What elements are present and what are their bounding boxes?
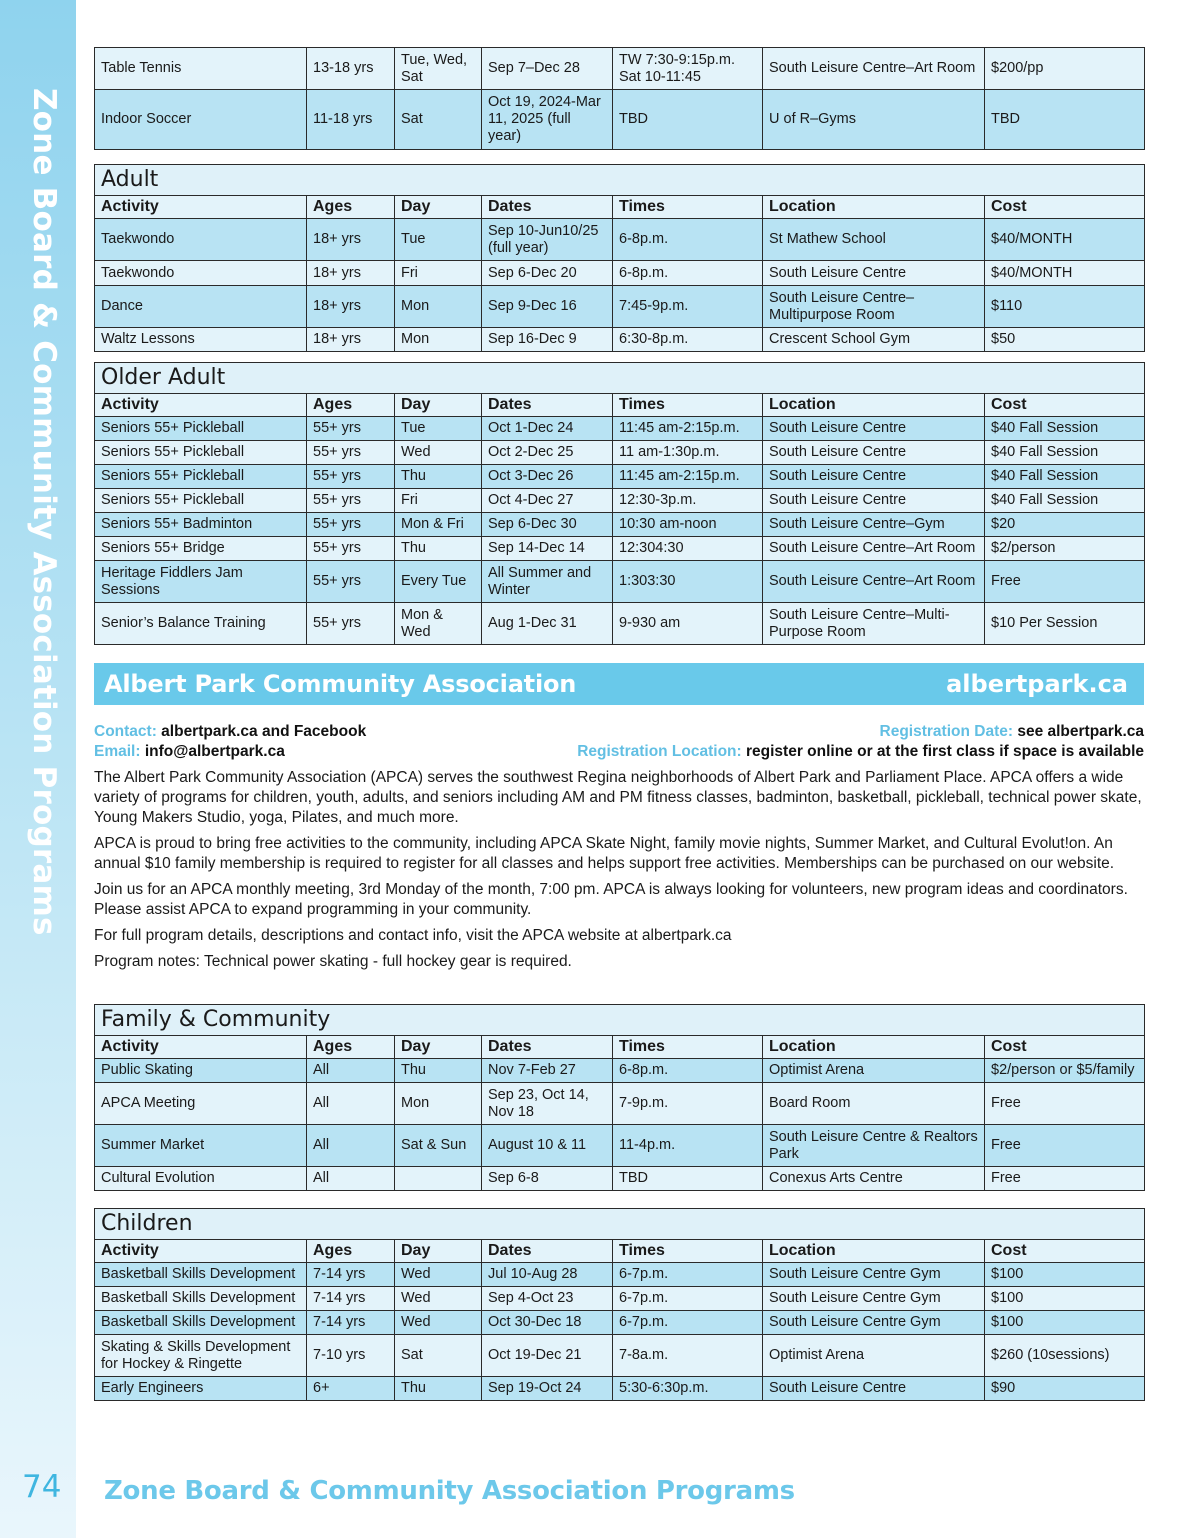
cell-location: South Leisure Centre & Realtors Park (763, 1125, 985, 1167)
cell-day (395, 1167, 482, 1191)
cell-dates: Oct 3-Dec 26 (482, 465, 613, 489)
page-number: 74 (22, 1469, 62, 1505)
cell-times: 6-8p.m. (613, 219, 763, 261)
cell-ages: 18+ yrs (307, 261, 395, 286)
column-header: Day (395, 1036, 482, 1059)
cell-times: 6:30-8p.m. (613, 328, 763, 352)
cell-activity: Seniors 55+ Pickleball (95, 465, 307, 489)
cell-cost: $260 (10sessions) (985, 1335, 1145, 1377)
cell-location: South Leisure Centre (763, 489, 985, 513)
section-title: Family & Community (95, 1005, 1145, 1036)
cell-location: South Leisure Centre (763, 1377, 985, 1401)
table-row (95, 537, 1145, 561)
side-title: Zone Board & Community Association Programs (26, 88, 62, 936)
cell-times: 11:45 am-2:15p.m. (613, 465, 763, 489)
cell-cost: $200/pp (985, 48, 1145, 90)
cell-dates: Aug 1-Dec 31 (482, 603, 613, 645)
cell-ages: 6+ (307, 1377, 395, 1401)
cell-dates: Sep 16-Dec 9 (482, 328, 613, 352)
cell-ages: 55+ yrs (307, 513, 395, 537)
registration-location-label: Registration Location: (577, 743, 742, 760)
section-title: Older Adult (95, 363, 1145, 394)
cell-times: 6-8p.m. (613, 1059, 763, 1083)
cell-location: South Leisure Centre–Gym (763, 513, 985, 537)
cell-location: Optimist Arena (763, 1059, 985, 1083)
registration-location-value: register online or at the first class if space is available (746, 743, 1144, 760)
cell-cost: $2/person (985, 537, 1145, 561)
cell-dates: Sep 6-8 (482, 1167, 613, 1191)
contact-value: albertpark.ca and Facebook (161, 723, 367, 740)
cell-ages: 13-18 yrs (307, 48, 395, 90)
description-paragraph: APCA is proud to bring free activities to the community, including APCA Skate Night, family movie nights, Summer Market, and Cultural Evolut!on. An annual $10 family membership is required to register for all classes and helps support free activities. Memberships can be purchased on our website. (94, 835, 1115, 872)
cell-activity: Basketball Skills Development (95, 1263, 307, 1287)
cell-cost: $40 Fall Session (985, 441, 1145, 465)
cell-cost: $40 Fall Session (985, 465, 1145, 489)
cell-cost: $100 (985, 1287, 1145, 1311)
cell-times: 10:30 am-noon (613, 513, 763, 537)
cell-location: South Leisure Centre–Art Room (763, 561, 985, 603)
cell-ages: 7-14 yrs (307, 1287, 395, 1311)
cell-ages: 7-14 yrs (307, 1263, 395, 1287)
cell-activity: Summer Market (95, 1125, 307, 1167)
column-header: Cost (985, 196, 1145, 219)
association-description (94, 768, 1144, 978)
description-paragraph: The Albert Park Community Association (APCA) serves the southwest Regina neighborhoods of Albert Park and Parliament Place. APCA offers a wide variety of programs for children, youth, adults, and seniors including AM and PM fitness classes, badminton, basketball, pickleball, technical power skate, Young Makers Studio, yoga, Pilates, and much more. (94, 769, 1142, 826)
cell-dates: Nov 7-Feb 27 (482, 1059, 613, 1083)
column-header: Ages (307, 1036, 395, 1059)
table-row (95, 417, 1145, 441)
column-header: Day (395, 1240, 482, 1263)
cell-location: Board Room (763, 1083, 985, 1125)
cell-ages: 55+ yrs (307, 441, 395, 465)
table-header-row (95, 196, 1145, 219)
cell-location: South Leisure Centre–Multipurpose Room (763, 286, 985, 328)
column-header: Activity (95, 394, 307, 417)
cell-cost: TBD (985, 90, 1145, 150)
cell-cost: $2/person or $5/family (985, 1059, 1145, 1083)
cell-times: 6-7p.m. (613, 1311, 763, 1335)
table-header-row (95, 1036, 1145, 1059)
cell-dates: Oct 1-Dec 24 (482, 417, 613, 441)
column-header: Day (395, 196, 482, 219)
column-header: Location (763, 1240, 985, 1263)
cell-times: 6-7p.m. (613, 1287, 763, 1311)
column-header: Location (763, 394, 985, 417)
description-paragraph: Join us for an APCA monthly meeting, 3rd Monday of the month, 7:00 pm. APCA is always looking for volunteers, new program ideas and coordinators. Please assist APCA to expand programming in your community. (94, 881, 1128, 918)
cell-day: Sat & Sun (395, 1125, 482, 1167)
youth-table (94, 47, 1145, 150)
cell-ages: 11-18 yrs (307, 90, 395, 150)
cell-activity: Seniors 55+ Bridge (95, 537, 307, 561)
cell-activity: APCA Meeting (95, 1083, 307, 1125)
column-header: Location (763, 196, 985, 219)
cell-cost: $100 (985, 1311, 1145, 1335)
cell-cost: Free (985, 1167, 1145, 1191)
cell-location: South Leisure Centre Gym (763, 1263, 985, 1287)
column-header: Day (395, 394, 482, 417)
table-row (95, 1059, 1145, 1083)
cell-dates: Sep 4-Oct 23 (482, 1287, 613, 1311)
cell-dates: Sep 23, Oct 14, Nov 18 (482, 1083, 613, 1125)
section-title-row (95, 165, 1145, 196)
cell-cost: $40/MONTH (985, 261, 1145, 286)
cell-day: Mon & Fri (395, 513, 482, 537)
cell-times: 12:304:30 (613, 537, 763, 561)
cell-day: Mon (395, 1083, 482, 1125)
cell-times: 11 am-1:30p.m. (613, 441, 763, 465)
cell-activity: Basketball Skills Development (95, 1311, 307, 1335)
table-row (95, 1335, 1145, 1377)
children-table (94, 1208, 1145, 1401)
cell-activity: Waltz Lessons (95, 328, 307, 352)
cell-day: Thu (395, 465, 482, 489)
cell-ages: 55+ yrs (307, 465, 395, 489)
cell-cost: $40 Fall Session (985, 417, 1145, 441)
table-row (95, 1125, 1145, 1167)
cell-activity: Seniors 55+ Pickleball (95, 489, 307, 513)
contact-info (94, 722, 366, 742)
table-row (95, 48, 1145, 90)
cell-ages: 55+ yrs (307, 537, 395, 561)
cell-day: Mon (395, 328, 482, 352)
cell-cost: $110 (985, 286, 1145, 328)
cell-times: 11-4p.m. (613, 1125, 763, 1167)
cell-day: Tue (395, 417, 482, 441)
table-row (95, 441, 1145, 465)
association-website-link[interactable]: albertpark.ca (946, 670, 1128, 698)
column-header: Dates (482, 196, 613, 219)
cell-day: Every Tue (395, 561, 482, 603)
column-header: Dates (482, 394, 613, 417)
cell-cost: Free (985, 1083, 1145, 1125)
cell-times: 12:30-3p.m. (613, 489, 763, 513)
cell-ages: 55+ yrs (307, 489, 395, 513)
cell-activity: Public Skating (95, 1059, 307, 1083)
cell-location: U of R–Gyms (763, 90, 985, 150)
column-header: Activity (95, 1036, 307, 1059)
cell-cost: $90 (985, 1377, 1145, 1401)
column-header: Activity (95, 196, 307, 219)
cell-dates: Oct 4-Dec 27 (482, 489, 613, 513)
cell-times: 9-930 am (613, 603, 763, 645)
cell-dates: Oct 30-Dec 18 (482, 1311, 613, 1335)
cell-ages: All (307, 1083, 395, 1125)
column-header: Cost (985, 394, 1145, 417)
column-header: Times (613, 196, 763, 219)
table-header-row (95, 1240, 1145, 1263)
table-row (95, 489, 1145, 513)
section-title-row (95, 1209, 1145, 1240)
cell-cost: $100 (985, 1263, 1145, 1287)
cell-location: South Leisure Centre Gym (763, 1311, 985, 1335)
cell-times: 7-9p.m. (613, 1083, 763, 1125)
section-title: Children (95, 1209, 1145, 1240)
column-header: Cost (985, 1240, 1145, 1263)
cell-ages: 18+ yrs (307, 328, 395, 352)
cell-dates: Jul 10-Aug 28 (482, 1263, 613, 1287)
adult-table (94, 164, 1145, 352)
cell-times: 7:45-9p.m. (613, 286, 763, 328)
cell-times: 5:30-6:30p.m. (613, 1377, 763, 1401)
cell-cost: $10 Per Session (985, 603, 1145, 645)
cell-cost: $50 (985, 328, 1145, 352)
column-header: Ages (307, 196, 395, 219)
cell-times: 6-7p.m. (613, 1263, 763, 1287)
email-label: Email: (94, 743, 141, 760)
older-adult-table (94, 362, 1145, 645)
cell-dates: Oct 19, 2024-Mar 11, 2025 (full year) (482, 90, 613, 150)
registration-date-label: Registration Date: (879, 723, 1014, 740)
cell-activity: Table Tennis (95, 48, 307, 90)
cell-day: Tue (395, 219, 482, 261)
cell-location: South Leisure Centre (763, 417, 985, 441)
description-paragraph: For full program details, descriptions and contact info, visit the APCA website at albertpark.ca (94, 927, 732, 944)
cell-day: Mon & Wed (395, 603, 482, 645)
cell-day: Tue, Wed, Sat (395, 48, 482, 90)
cell-activity: Early Engineers (95, 1377, 307, 1401)
column-header: Ages (307, 394, 395, 417)
table-row (95, 465, 1145, 489)
column-header: Dates (482, 1240, 613, 1263)
cell-cost: Free (985, 1125, 1145, 1167)
table-row (95, 261, 1145, 286)
registration-date-info (880, 722, 1144, 742)
cell-ages: 55+ yrs (307, 603, 395, 645)
cell-dates: Oct 19-Dec 21 (482, 1335, 613, 1377)
table-row (95, 603, 1145, 645)
table-row (95, 1377, 1145, 1401)
cell-day: Wed (395, 1311, 482, 1335)
cell-ages: All (307, 1125, 395, 1167)
cell-times: TW 7:30-9:15p.m. Sat 10-11:45 (613, 48, 763, 90)
table-row (95, 561, 1145, 603)
cell-day: Fri (395, 261, 482, 286)
table-row (95, 286, 1145, 328)
table-row (95, 1287, 1145, 1311)
cell-location: South Leisure Centre (763, 441, 985, 465)
cell-activity: Skating & Skills Development for Hockey & Ringette (95, 1335, 307, 1377)
cell-times: 7-8a.m. (613, 1335, 763, 1377)
association-name: Albert Park Community Association (104, 670, 577, 698)
cell-dates: Sep 6-Dec 20 (482, 261, 613, 286)
cell-activity: Heritage Fiddlers Jam Sessions (95, 561, 307, 603)
cell-location: Optimist Arena (763, 1335, 985, 1377)
cell-ages: All (307, 1167, 395, 1191)
cell-day: Fri (395, 489, 482, 513)
cell-activity: Taekwondo (95, 219, 307, 261)
table-row (95, 219, 1145, 261)
cell-location: St Mathew School (763, 219, 985, 261)
column-header: Activity (95, 1240, 307, 1263)
cell-times: 11:45 am-2:15p.m. (613, 417, 763, 441)
cell-location: South Leisure Centre (763, 465, 985, 489)
cell-location: South Leisure Centre–Art Room (763, 48, 985, 90)
cell-dates: Oct 2-Dec 25 (482, 441, 613, 465)
cell-location: Conexus Arts Centre (763, 1167, 985, 1191)
table-row (95, 513, 1145, 537)
cell-ages: All (307, 1059, 395, 1083)
column-header: Dates (482, 1036, 613, 1059)
cell-day: Sat (395, 1335, 482, 1377)
registration-date-value: see albertpark.ca (1017, 723, 1144, 740)
cell-location: Crescent School Gym (763, 328, 985, 352)
cell-ages: 7-10 yrs (307, 1335, 395, 1377)
column-header: Location (763, 1036, 985, 1059)
footer-title: Zone Board & Community Association Programs (104, 1476, 795, 1506)
cell-day: Mon (395, 286, 482, 328)
cell-dates: Sep 7–Dec 28 (482, 48, 613, 90)
cell-dates: Sep 9-Dec 16 (482, 286, 613, 328)
cell-ages: 18+ yrs (307, 286, 395, 328)
cell-location: South Leisure Centre–Art Room (763, 537, 985, 561)
table-row (95, 1311, 1145, 1335)
cell-activity: Cultural Evolution (95, 1167, 307, 1191)
cell-day: Sat (395, 90, 482, 150)
cell-cost: Free (985, 561, 1145, 603)
cell-times: TBD (613, 90, 763, 150)
cell-activity: Seniors 55+ Pickleball (95, 441, 307, 465)
association-banner (94, 663, 1144, 705)
cell-activity: Seniors 55+ Pickleball (95, 417, 307, 441)
column-header: Cost (985, 1036, 1145, 1059)
cell-location: South Leisure Centre Gym (763, 1287, 985, 1311)
cell-ages: 7-14 yrs (307, 1311, 395, 1335)
cell-day: Wed (395, 1263, 482, 1287)
cell-dates: Sep 10-Jun10/25 (full year) (482, 219, 613, 261)
table-header-row (95, 394, 1145, 417)
cell-cost: $40 Fall Session (985, 489, 1145, 513)
email-value[interactable]: info@albertpark.ca (144, 743, 285, 760)
table-row (95, 1083, 1145, 1125)
section-title-row (95, 1005, 1145, 1036)
cell-activity: Taekwondo (95, 261, 307, 286)
cell-activity: Basketball Skills Development (95, 1287, 307, 1311)
table-row (95, 1263, 1145, 1287)
table-row (95, 328, 1145, 352)
cell-cost: $20 (985, 513, 1145, 537)
cell-day: Wed (395, 1287, 482, 1311)
family-community-table (94, 1004, 1145, 1191)
description-paragraph: Program notes: Technical power skating - full hockey gear is required. (94, 953, 572, 970)
cell-dates: Sep 14-Dec 14 (482, 537, 613, 561)
cell-day: Thu (395, 537, 482, 561)
cell-day: Thu (395, 1377, 482, 1401)
cell-times: 6-8p.m. (613, 261, 763, 286)
column-header: Times (613, 1240, 763, 1263)
cell-location: South Leisure Centre–Multi-Purpose Room (763, 603, 985, 645)
cell-dates: Sep 19-Oct 24 (482, 1377, 613, 1401)
cell-activity: Senior’s Balance Training (95, 603, 307, 645)
cell-day: Thu (395, 1059, 482, 1083)
registration-location-info (577, 742, 1144, 762)
cell-day: Wed (395, 441, 482, 465)
table-row (95, 90, 1145, 150)
contact-label: Contact: (94, 723, 157, 740)
cell-activity: Indoor Soccer (95, 90, 307, 150)
cell-ages: 18+ yrs (307, 219, 395, 261)
cell-times: TBD (613, 1167, 763, 1191)
cell-activity: Seniors 55+ Badminton (95, 513, 307, 537)
email-info (94, 742, 285, 762)
cell-location: South Leisure Centre (763, 261, 985, 286)
cell-activity: Dance (95, 286, 307, 328)
cell-ages: 55+ yrs (307, 561, 395, 603)
cell-dates: Sep 6-Dec 30 (482, 513, 613, 537)
cell-dates: All Summer and Winter (482, 561, 613, 603)
cell-cost: $40/MONTH (985, 219, 1145, 261)
cell-dates: August 10 & 11 (482, 1125, 613, 1167)
column-header: Times (613, 1036, 763, 1059)
section-title: Adult (95, 165, 1145, 196)
cell-times: 1:303:30 (613, 561, 763, 603)
column-header: Times (613, 394, 763, 417)
cell-ages: 55+ yrs (307, 417, 395, 441)
section-title-row (95, 363, 1145, 394)
column-header: Ages (307, 1240, 395, 1263)
table-row (95, 1167, 1145, 1191)
